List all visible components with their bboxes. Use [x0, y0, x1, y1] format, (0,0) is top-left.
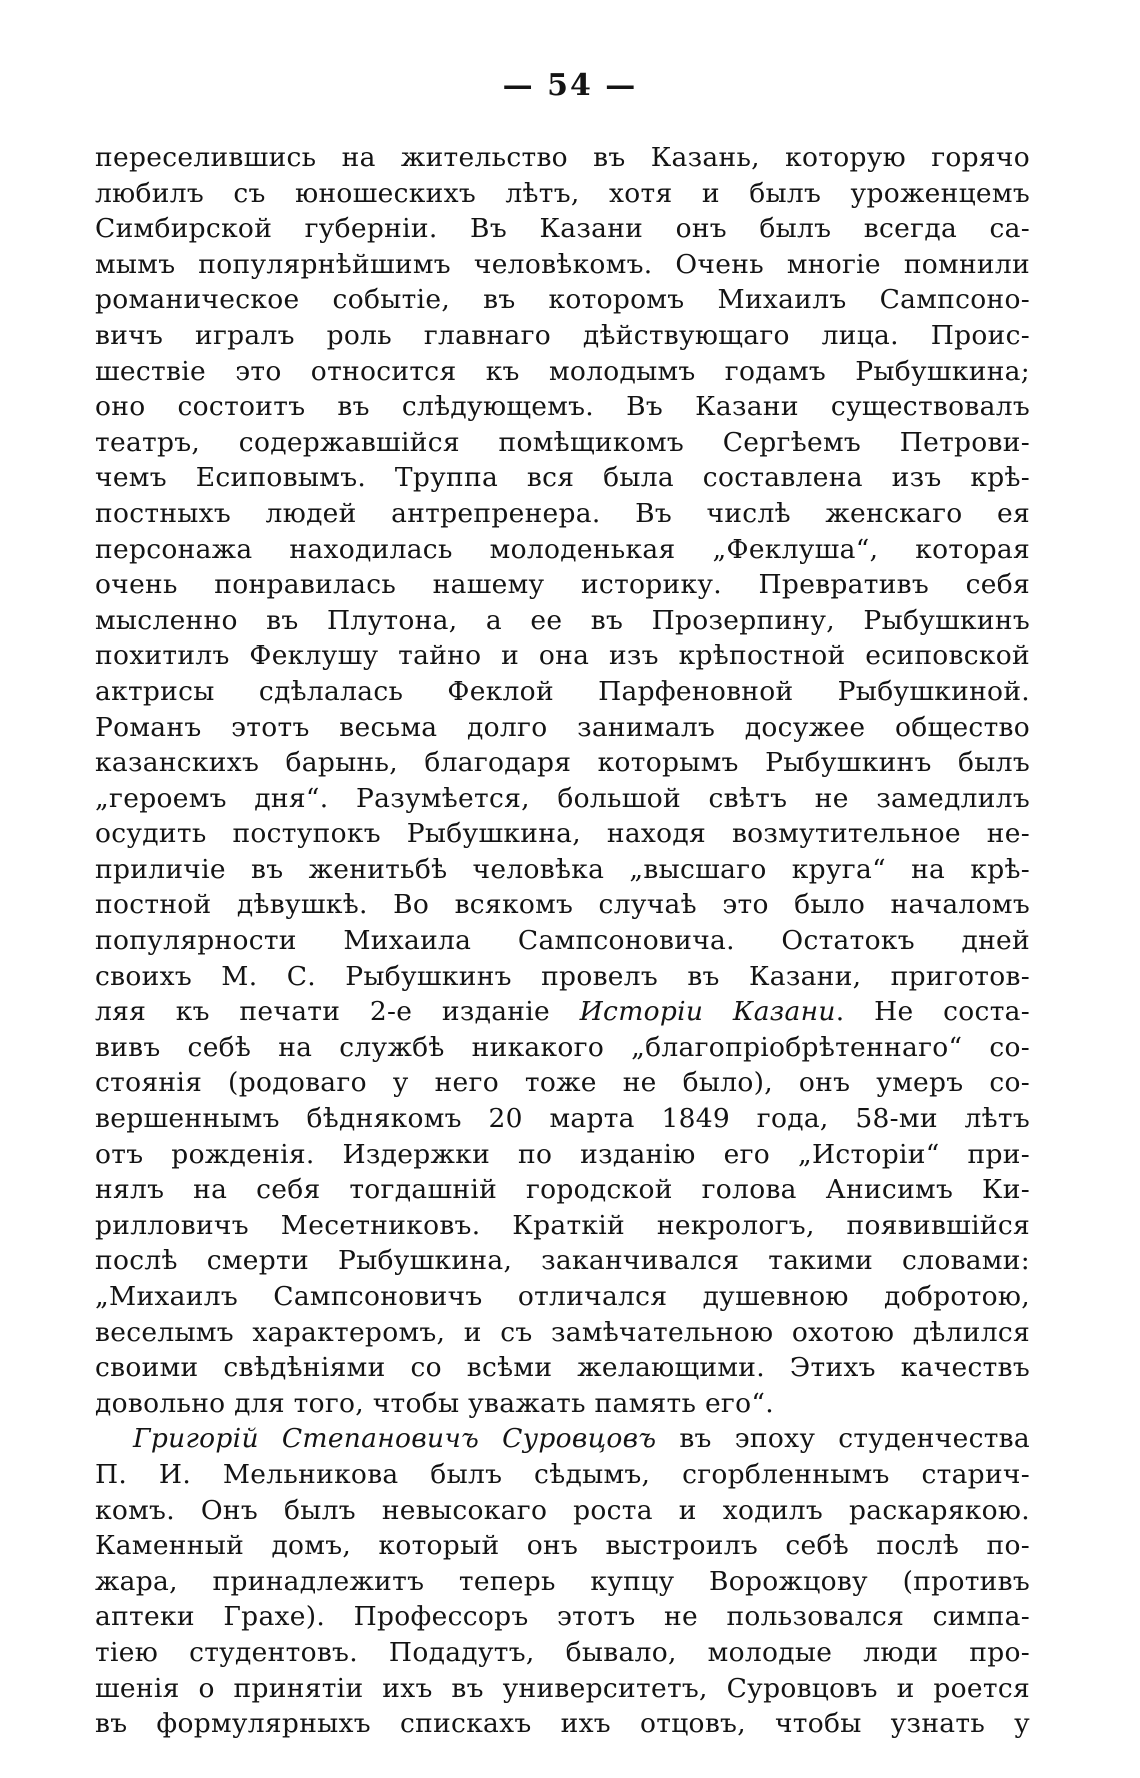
text-line: рилловичъ Месетниковъ. Краткій некрологъ, появившійся: [95, 1209, 1030, 1241]
text-line: отъ рожденія. Издержки по изданію его „Исторіи“ при-: [95, 1138, 1030, 1170]
text-line: веселымъ характеромъ, и съ замѣчательною охотою дѣлился: [95, 1316, 1030, 1348]
text-line: шествіе это относится къ молодымъ годамъ Рыбушкина;: [95, 355, 1030, 387]
book-title: Исторіи Казани: [579, 996, 836, 1028]
text-line: популярности Михаила Сампсоновича. Остатокъ дней: [95, 925, 1030, 957]
paragraph: [95, 140, 1030, 1421]
text-line: осудить поступокъ Рыбушкина, находя возмутительное не-: [95, 818, 1030, 850]
text-line: „героемъ дня“. Разумѣется, большой свѣтъ не замедлилъ: [95, 782, 1030, 814]
text-line: Каменный домъ, который онъ выстроилъ себѣ послѣ по-: [95, 1530, 1030, 1562]
text-line: постной дѣвушкѣ. Во всякомъ случаѣ это было началомъ: [95, 889, 1030, 921]
text-line: нялъ на себя тогдашній городской голова Анисимъ Ки-: [95, 1174, 1030, 1206]
text-line: комъ. Онъ былъ невысокаго роста и ходилъ раскарякою.: [95, 1494, 1030, 1526]
text-line: постныхъ людей антрепренера. Въ числѣ женскаго ея: [95, 497, 1030, 529]
page-number: — 54 —: [502, 68, 638, 103]
text-line: Симбирской губерніи. Въ Казани онъ былъ всегда са-: [95, 213, 1030, 245]
text-line: чемъ Есиповымъ. Труппа вся была составлена изъ крѣ-: [95, 462, 1030, 494]
text-line: романическое событіе, въ которомъ Михаилъ Сампсоно-: [95, 284, 1030, 316]
person-name: Григорій Степановичъ Суровцовъ: [133, 1423, 657, 1455]
text-line: очень понравилась нашему историку. Превративъ себя: [95, 569, 1030, 601]
text-line: Романъ этотъ весьма долго занималъ досужее общество: [95, 711, 1030, 743]
text-line: ляя къ печати 2-е изданіе Исторіи Казани. Не соста-: [95, 996, 1030, 1028]
text-line: приличіе въ женитьбѣ человѣка „высшаго круга“ на крѣ-: [95, 853, 1030, 885]
text-line: переселившись на жительство въ Казань, которую горячо: [95, 142, 1030, 173]
text-line: послѣ смерти Рыбушкина, заканчивался такими словами:: [95, 1245, 1030, 1277]
text-line: вивъ себѣ на службѣ никакого „благопріобрѣтеннаго“ со-: [95, 1031, 1030, 1063]
text-line: „Михаилъ Сампсоновичъ отличался душевною добротою,: [95, 1281, 1030, 1312]
text-line: любилъ съ юношескихъ лѣтъ, хотя и былъ уроженцемъ: [95, 177, 1030, 209]
text-line: [95, 1421, 1030, 1457]
text-line: мысленно въ Плутона, а ее въ Прозерпину, Рыбушкинъ: [95, 604, 1030, 636]
text-line: стоянія (родоваго у него тоже не было), онъ умеръ со-: [95, 1067, 1030, 1099]
text-line: П. И. Мельникова былъ сѣдымъ, сгорбленнымъ старич-: [95, 1458, 1030, 1490]
text-line: своими свѣдѣніями со всѣми желающими. Этихъ качествъ: [95, 1352, 1030, 1384]
text-line: шенія о принятіи ихъ въ университетъ, Суровцовъ и роется: [95, 1672, 1030, 1704]
text-line-rest: въ эпоху студенчества: [656, 1423, 1030, 1455]
text-line: оно состоитъ въ слѣдующемъ. Въ Казани существовалъ: [95, 391, 1030, 423]
text-line: мымъ популярнѣйшимъ человѣкомъ. Очень многіе помнили: [95, 248, 1030, 280]
text-line: довольно для того, чтобы уважать память его“.: [95, 1387, 774, 1419]
text-line: вершеннымъ бѣднякомъ 20 марта 1849 года, 58-ми лѣтъ: [95, 1103, 1030, 1135]
text-line: въ формулярныхъ спискахъ ихъ отцовъ, чтобы узнать у: [95, 1708, 1030, 1740]
body-text: [95, 140, 1030, 1742]
text-line: вичъ игралъ роль главнаго дѣйствующаго лица. Проис-: [95, 319, 1030, 351]
text-line: жара, принадлежитъ теперь купцу Ворожцову (противъ: [95, 1565, 1030, 1597]
text-line: персонажа находилась молоденькая „Феклуша“, которая: [95, 533, 1030, 565]
paragraph: [95, 1421, 1030, 1741]
text-line: актрисы сдѣлалась Феклой Парфеновной Рыбушкиной.: [95, 675, 1030, 707]
text-line: аптеки Грахе). Профессоръ этотъ не пользовался симпа-: [95, 1601, 1030, 1633]
text-line: театръ, содержавшійся помѣщикомъ Сергѣемъ Петрови-: [95, 426, 1030, 458]
text-line: казанскихъ барынь, благодаря которымъ Рыбушкинъ былъ: [95, 747, 1030, 779]
text-line: своихъ М. С. Рыбушкинъ провелъ въ Казани, приготов-: [95, 960, 1030, 992]
text-line: похитилъ Феклушу тайно и она изъ крѣпостной есиповской: [95, 640, 1030, 672]
text-line: тіею студентовъ. Подадутъ, бывало, молодые люди про-: [95, 1636, 1030, 1668]
